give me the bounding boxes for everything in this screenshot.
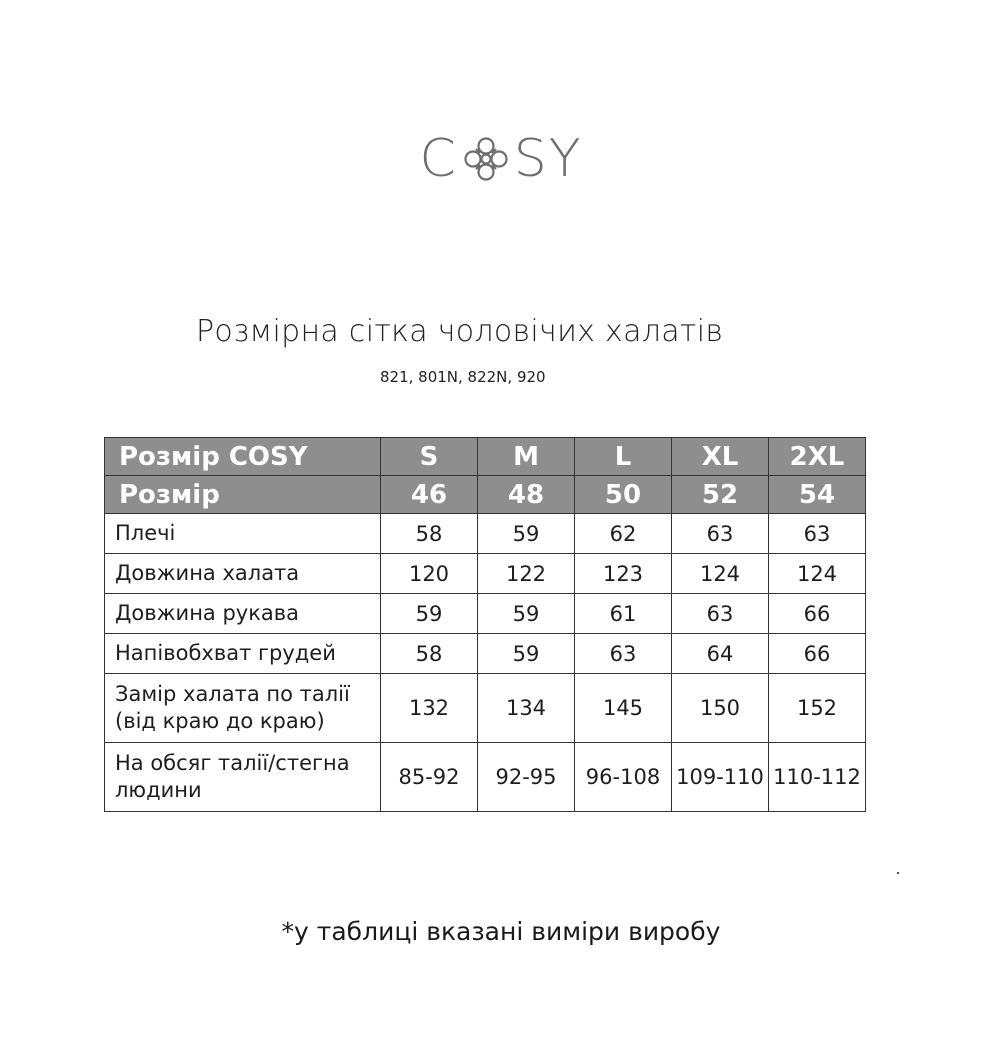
value-cell: 62 [575, 514, 672, 554]
value-cell: 145 [575, 674, 672, 743]
row-label: Довжина халата [105, 554, 381, 594]
size-cell: 54 [769, 476, 866, 514]
row-label: Довжина рукава [105, 594, 381, 634]
value-cell: 58 [381, 634, 478, 674]
table-row-robe-length [105, 554, 866, 594]
size-cell: L [575, 438, 672, 476]
size-cell: 50 [575, 476, 672, 514]
row-label-line: На обсяг талії/стегна [115, 751, 350, 775]
row-label [105, 674, 381, 743]
value-cell: 150 [672, 674, 769, 743]
value-cell: 66 [769, 634, 866, 674]
flower-knot-icon [460, 133, 512, 185]
value-cell: 61 [575, 594, 672, 634]
value-cell: 59 [478, 634, 575, 674]
table-row-waist-measurement [105, 674, 866, 743]
value-cell: 122 [478, 554, 575, 594]
row-label-line: (від краю до краю) [115, 709, 325, 733]
row-label-line: людини [115, 778, 202, 802]
value-cell: 63 [672, 514, 769, 554]
page-title: Розмірна сітка чоловічих халатів [196, 314, 724, 349]
value-cell: 66 [769, 594, 866, 634]
footnote: *у таблиці вказані виміри виробу [281, 917, 721, 946]
row-label: Плечі [105, 514, 381, 554]
model-numbers: 821, 801N, 822N, 920 [380, 368, 546, 386]
logo-letters-sy: SY [513, 129, 583, 189]
row-label [105, 743, 381, 812]
stray-dot [897, 872, 899, 874]
size-cell: M [478, 438, 575, 476]
table-row-body-waist-hips [105, 743, 866, 812]
value-cell: 96-108 [575, 743, 672, 812]
table-row-half-chest [105, 634, 866, 674]
value-cell: 110-112 [769, 743, 866, 812]
row-label-line: Замір халата по талії [115, 682, 350, 706]
value-cell: 152 [769, 674, 866, 743]
size-cell: 2XL [769, 438, 866, 476]
value-cell: 120 [381, 554, 478, 594]
value-cell: 124 [769, 554, 866, 594]
value-cell: 63 [672, 594, 769, 634]
value-cell: 109-110 [672, 743, 769, 812]
header-row-cosy-size [105, 438, 866, 476]
logo-letter-c: C [419, 129, 458, 189]
brand-logo [0, 128, 1002, 190]
size-cell: 48 [478, 476, 575, 514]
value-cell: 58 [381, 514, 478, 554]
value-cell: 92-95 [478, 743, 575, 812]
table-row-shoulders [105, 514, 866, 554]
size-cell: XL [672, 438, 769, 476]
value-cell: 134 [478, 674, 575, 743]
row-label: Розмір [105, 476, 381, 514]
value-cell: 63 [575, 634, 672, 674]
size-cell: 52 [672, 476, 769, 514]
size-cell: 46 [381, 476, 478, 514]
value-cell: 85-92 [381, 743, 478, 812]
value-cell: 132 [381, 674, 478, 743]
value-cell: 64 [672, 634, 769, 674]
size-chart-table [104, 437, 866, 812]
value-cell: 63 [769, 514, 866, 554]
row-label: Розмір COSY [105, 438, 381, 476]
value-cell: 59 [478, 594, 575, 634]
value-cell: 123 [575, 554, 672, 594]
row-label: Напівобхват грудей [105, 634, 381, 674]
size-cell: S [381, 438, 478, 476]
header-row-size [105, 476, 866, 514]
value-cell: 59 [478, 514, 575, 554]
value-cell: 59 [381, 594, 478, 634]
value-cell: 124 [672, 554, 769, 594]
table-row-sleeve-length [105, 594, 866, 634]
